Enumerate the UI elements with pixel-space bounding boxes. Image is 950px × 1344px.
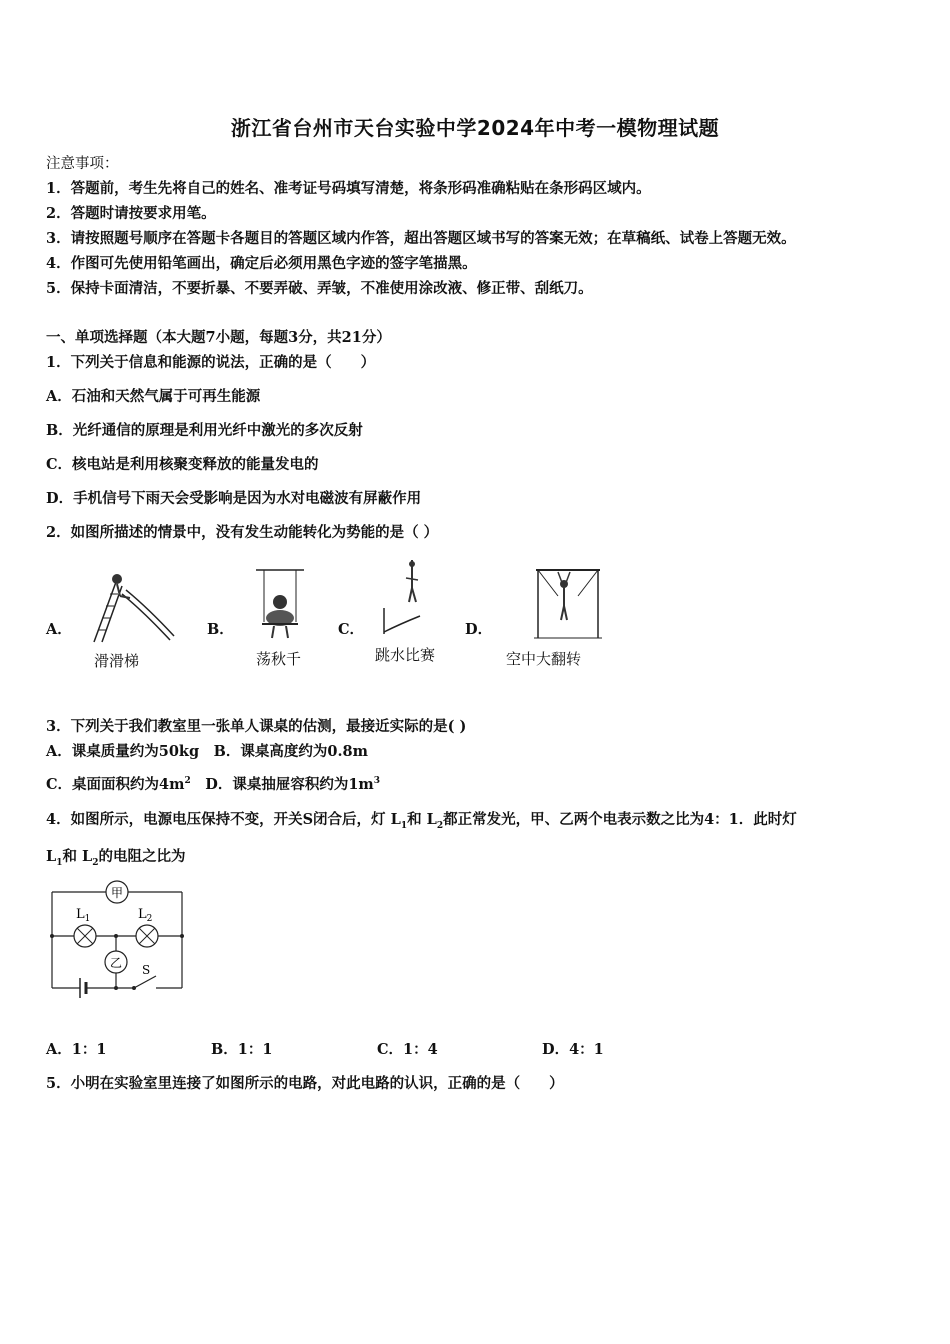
notice-item: 4．作图可先使用铅笔画出，确定后必须用黑色字迹的签字笔描黑。 <box>46 255 477 272</box>
question-4-option-c: C．1：4 <box>377 1041 438 1058</box>
notice-item: 5．保持卡面清洁，不要折暴、不要弄破、弄皱，不准使用涂改液、修正带、刮纸刀。 <box>46 280 593 297</box>
question-2-caption-c: 跳水比赛 <box>375 646 436 664</box>
page-title: 浙江省台州市天台实验中学2024年中考一模物理试题 <box>230 116 720 140</box>
circuit-diagram <box>44 878 190 1004</box>
question-2-option-c-letter: C． <box>338 621 365 638</box>
question-2-option-b-letter: B． <box>207 621 234 638</box>
subscript: 1 <box>56 857 63 868</box>
stem-text: 和 L <box>62 848 93 865</box>
question-1-option-a: A．石油和天然气属于可再生能源 <box>46 388 261 405</box>
question-4-option-a: A．1：1 <box>46 1041 107 1058</box>
superscript: 2 <box>184 776 191 787</box>
notice-heading: 注意事项： <box>46 156 119 172</box>
switch-label: S <box>142 963 151 977</box>
stem-text: 4．如图所示，电源电压保持不变，开关S闭合后，灯 L <box>46 811 401 828</box>
question-3-stem: 3．下列关于我们教室里一张单人课桌的估测，最接近实际的是( ) <box>46 718 467 735</box>
question-4-option-d: D．4：1 <box>542 1041 604 1058</box>
lamp-l1-label: $L_1$ <box>76 907 91 924</box>
question-1-option-d: D．手机信号下雨天会受影响是因为水对电磁波有屏蔽作用 <box>46 490 422 507</box>
superscript: 3 <box>373 776 381 787</box>
slide-illustration <box>84 572 176 644</box>
question-1-option-b: B．光纤通信的原理是利用光纤中激光的多次反射 <box>46 422 363 439</box>
diving-illustration <box>376 558 446 640</box>
notice-item: 3．请按照题号顺序在答题卡各题目的答题区域内作答，超出答题区域书写的答案无效；在草稿纸、试卷上答题无效。 <box>46 230 796 247</box>
high-bar-illustration <box>530 566 606 640</box>
meter-jia-label: 甲 <box>110 886 124 900</box>
question-1-stem: 1．下列关于信息和能源的说法，正确的是（ ） <box>46 354 376 371</box>
subscript: 2 <box>436 820 444 831</box>
question-2-stem: 2．如图所描述的情景中，没有发生动能转化为势能的是（ ） <box>46 524 439 541</box>
switch-icon <box>134 976 156 988</box>
question-2-option-a-letter: A． <box>46 621 72 638</box>
stem-text: L <box>46 848 57 865</box>
stem-text: 都正常发光，甲、乙两个电表示数之比为4：1．此时灯 <box>443 811 797 828</box>
subscript: 2 <box>92 857 99 868</box>
question-3-options-ab: A．课桌质量约为50kg B．课桌高度约为0.8m <box>46 743 368 760</box>
stem-text: 的电阻之比为 <box>98 848 186 865</box>
question-4-option-b: B．1：1 <box>211 1041 273 1058</box>
stem-text: 和 L <box>407 811 437 828</box>
question-2-caption-b: 荡秋千 <box>256 650 302 668</box>
swing-illustration <box>252 566 308 640</box>
question-4-stem-line2 <box>46 845 185 868</box>
option-d-text: D．课桌抽屉容积约为1m <box>190 776 374 793</box>
meter-yi-label: 乙 <box>109 956 123 970</box>
question-4-stem-line1 <box>46 808 797 831</box>
question-3-options-cd <box>46 773 380 794</box>
question-5-stem: 5．小明在实验室里连接了如图所示的电路，对此电路的认识，正确的是（ ） <box>46 1075 564 1092</box>
question-2-caption-a: 滑滑梯 <box>94 652 140 670</box>
notice-item: 2．答题时请按要求用笔。 <box>46 205 216 222</box>
section-heading: 一、单项选择题（本大题7小题，每题3分，共21分） <box>46 329 391 346</box>
question-2-caption-d: 空中大翻转 <box>506 650 582 668</box>
subscript: 1 <box>400 820 408 831</box>
notice-item: 1．答题前，考生先将自己的姓名、准考证号码填写清楚，将条形码准确粘贴在条形码区域内。 <box>46 180 651 197</box>
question-2-option-d-letter: D． <box>465 621 493 638</box>
question-1-option-c: C．核电站是利用核聚变释放的能量发电的 <box>46 456 319 473</box>
option-c-text: C．桌面面积约为4m <box>46 776 185 793</box>
lamp-l2-label: $L_2$ <box>138 907 153 924</box>
